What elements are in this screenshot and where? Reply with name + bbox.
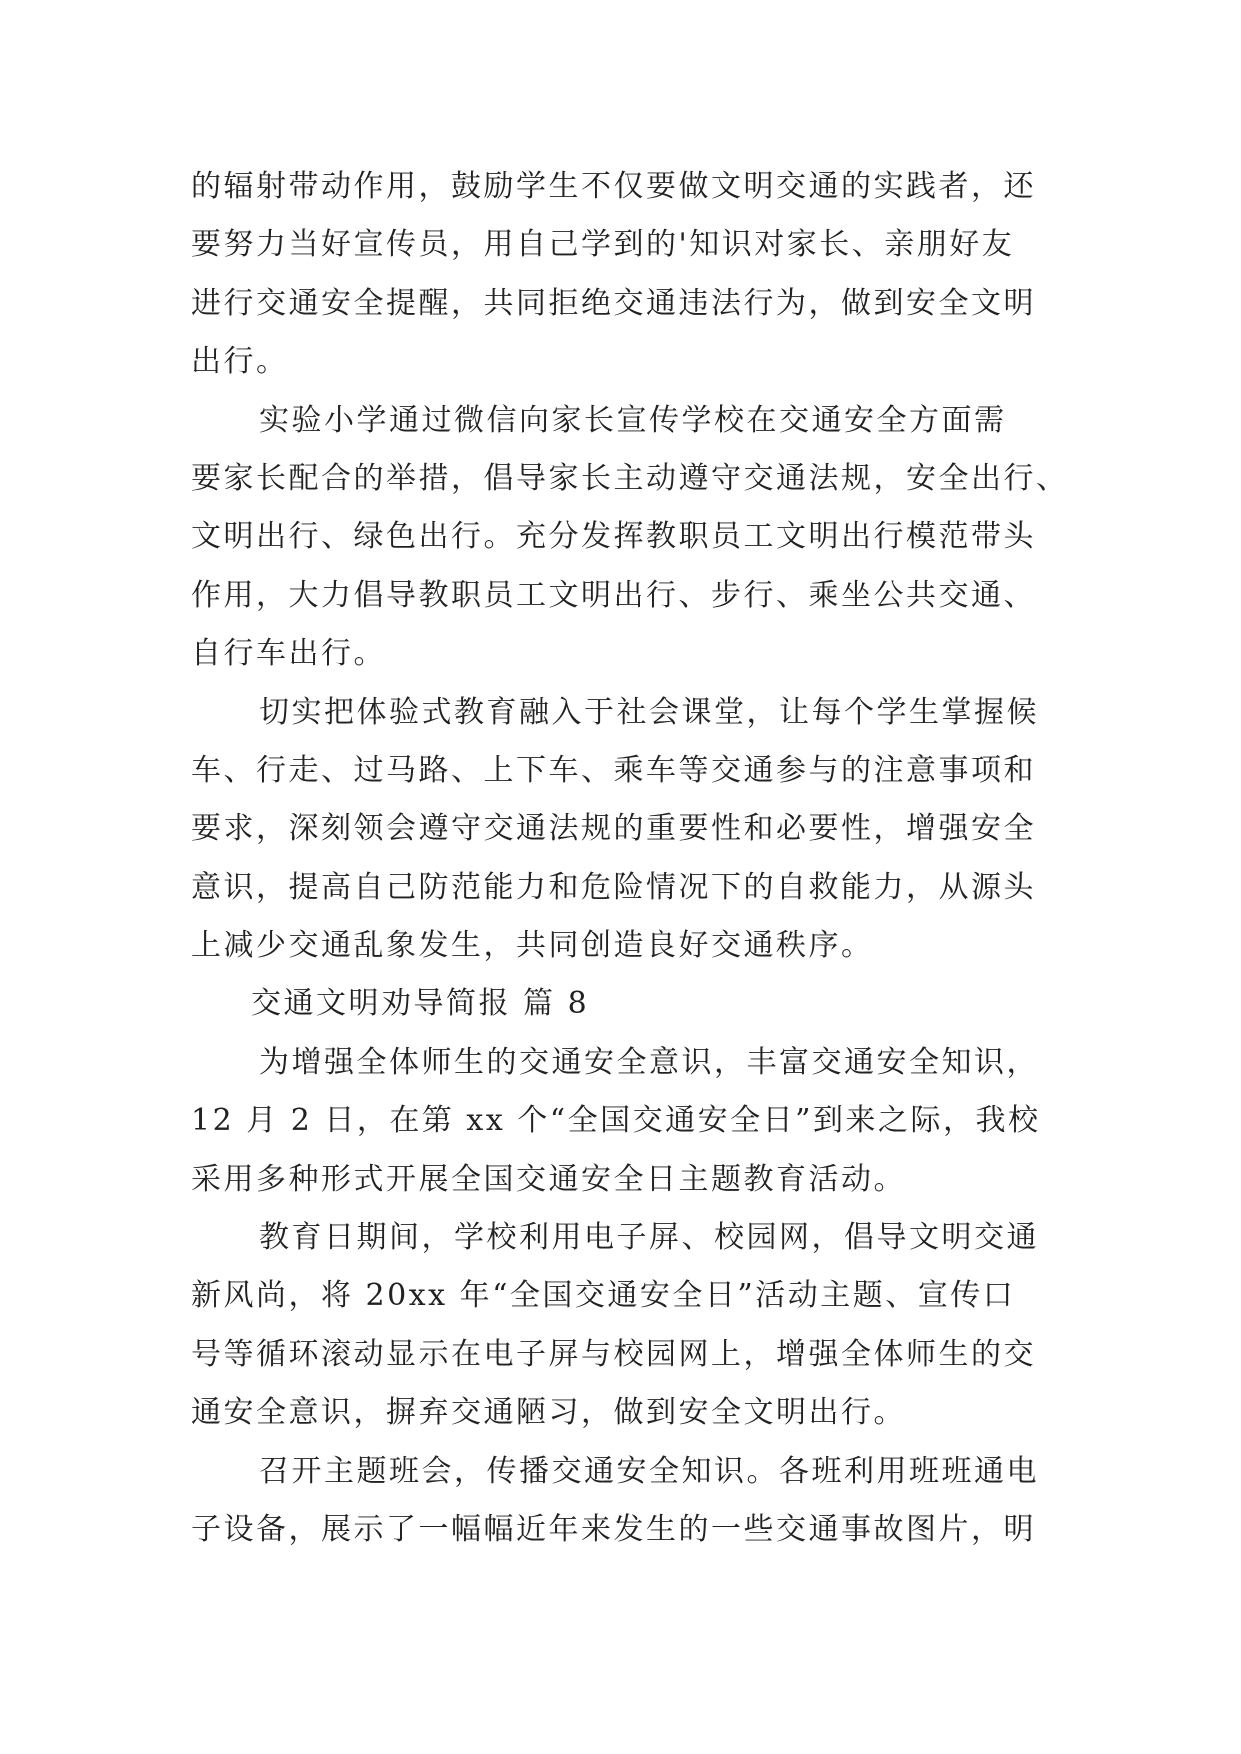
text-line: 要求，深刻领会遵守交通法规的重要性和必要性，增强安全: [191, 811, 1036, 847]
text-line: 文明出行、绿色出行。充分发挥教职员工文明出行模范带头: [191, 519, 1036, 555]
section-heading: 交通文明劝导简报 篇 8: [251, 986, 590, 1022]
text-line: 为增强全体师生的交通安全意识，丰富交通安全知识，: [259, 1044, 1039, 1080]
document-body: [191, 158, 1071, 1559]
text-line: 车、行走、过马路、上下车、乘车等交通参与的注意事项和: [191, 752, 1036, 788]
text-line: 召开主题班会，传播交通安全知识。各班利用班班通电: [259, 1453, 1039, 1489]
text-line: 实验小学通过微信向家长宣传学校在交通安全方面需: [259, 402, 1007, 438]
text-line: 进行交通安全提醒，共同拒绝交通违法行为，做到安全文明: [191, 285, 1036, 321]
text-line: 号等循环滚动显示在电子屏与校园网上，增强全体师生的交: [191, 1336, 1036, 1372]
text-line: 要努力当好宣传员，用自己学到的'知识对家长、亲朋好友: [191, 227, 1015, 263]
text-line: 作用，大力倡导教职员工文明出行、步行、乘坐公共交通、: [191, 577, 1036, 613]
text-line: 要家长配合的举措，倡导家长主动遵守交通法规，安全出行、: [191, 460, 1069, 496]
text-line: 通安全意识，摒弃交通陋习，做到安全文明出行。: [191, 1395, 906, 1431]
text-line: 新风尚，将 20xx 年“全国交通安全日”活动主题、宣传口: [191, 1278, 1016, 1314]
text-line: 出行。: [191, 344, 289, 380]
text-line: 采用多种形式开展全国交通安全日主题教育活动。: [191, 1161, 906, 1197]
text-line: 教育日期间，学校利用电子屏、校园网，倡导文明交通: [259, 1220, 1039, 1256]
text-line: 上减少交通乱象发生，共同创造良好交通秩序。: [191, 928, 874, 964]
text-line: 意识，提高自己防范能力和危险情况下的自救能力，从源头: [191, 869, 1036, 905]
text-line: 12 月 2 日，在第 xx 个“全国交通安全日”到来之际，我校: [191, 1103, 1041, 1139]
text-line: 子设备，展示了一幅幅近年来发生的一些交通事故图片，明: [191, 1511, 1036, 1547]
text-line: 自行车出行。: [191, 636, 386, 672]
text-line: 的辐射带动作用，鼓励学生不仅要做文明交通的实践者，还: [191, 169, 1036, 204]
text-line: 切实把体验式教育融入于社会课堂，让每个学生掌握候: [259, 694, 1039, 730]
